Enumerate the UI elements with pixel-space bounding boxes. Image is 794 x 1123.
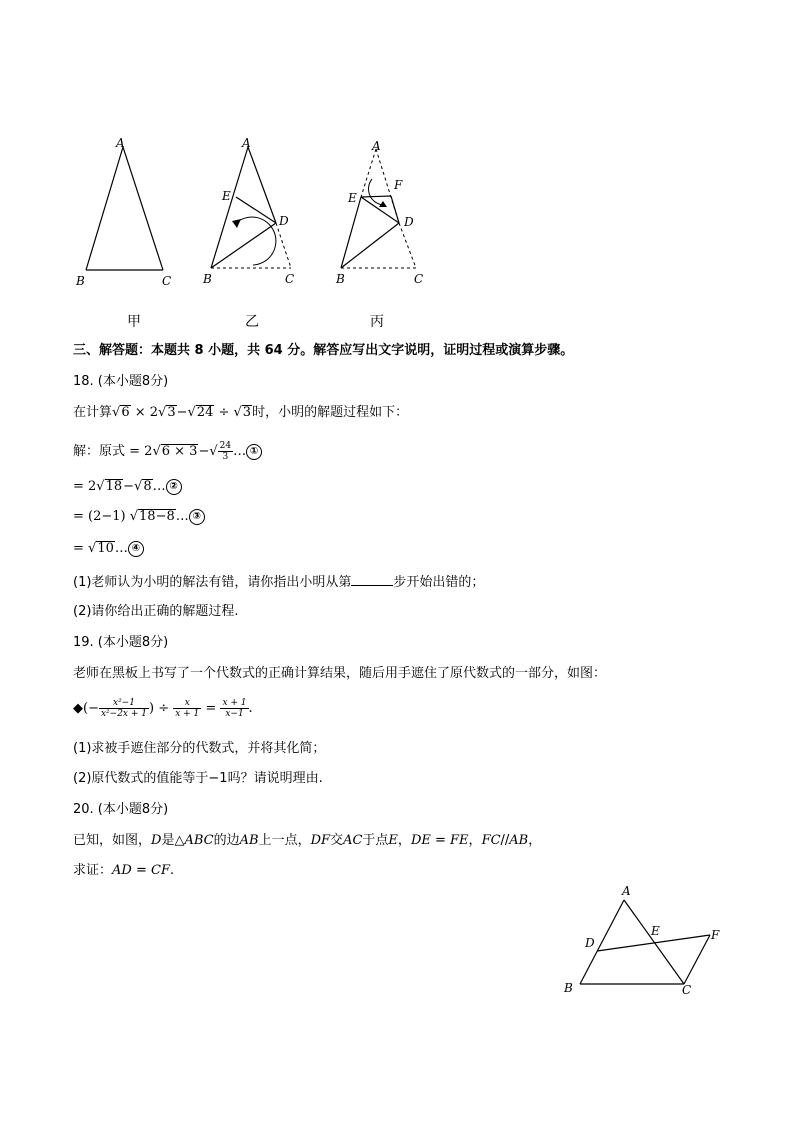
answer-blank[interactable]: [351, 573, 393, 586]
q19-title: 19. (本小题8分): [73, 635, 169, 650]
q18-part2: (2)请你给出正确的解题过程.: [73, 604, 239, 619]
vertex-label-b: B: [76, 274, 85, 288]
q18-step4: = √10… ④: [73, 540, 144, 558]
vertex-label-e: E: [348, 191, 357, 205]
vertex-label-a: A: [622, 884, 631, 898]
vertex-label-a: A: [242, 136, 251, 150]
vertex-label-e: E: [222, 189, 231, 203]
hidden-part-icon: ◆: [73, 701, 83, 716]
q20-prove: 求证：AD = CF.: [73, 863, 175, 878]
vertex-label-c: C: [414, 272, 424, 286]
q20-title: 20. (本小题8分): [73, 802, 169, 817]
q18-step1: 解：原式 = 2√6 × 3−√ $\frac{24}{3}$ … ①: [73, 441, 262, 462]
q18-title: 18. (本小题8分): [73, 374, 169, 389]
vertex-label-b: B: [336, 272, 345, 286]
figure-bing: [330, 135, 450, 295]
vertex-label-d: D: [404, 215, 414, 229]
vertex-label-c: C: [682, 983, 692, 997]
vertex-label-a: A: [372, 139, 381, 153]
q19-part1: (1)求被手遮住部分的代数式，并将其化简；: [73, 741, 326, 756]
vertex-label-d: D: [585, 936, 595, 950]
caption-bing: 丙: [370, 314, 384, 330]
vertex-label-a: A: [116, 136, 125, 150]
figure-yi: [195, 135, 315, 295]
q20-given: 已知，如图，D是△ABC的边AB上一点，DF交AC于点E，DE = FE，FC//AB，: [73, 833, 542, 848]
q18-intro: 在计算√6 × 2√3−√24 ÷ √3时，小明的解题过程如下：: [73, 405, 409, 420]
caption-jia: 甲: [127, 314, 141, 330]
vertex-label-b: B: [564, 981, 573, 995]
vertex-label-d: D: [279, 214, 289, 228]
vertex-label-e: E: [651, 924, 660, 938]
q18-step2: = 2√18−√8… ②: [73, 478, 182, 496]
q18-step3: = (2−1) √18−8… ③: [73, 508, 205, 526]
vertex-label-f: F: [711, 928, 720, 942]
caption-yi: 乙: [245, 314, 259, 330]
q19-intro: 老师在黑板上书写了一个代数式的正确计算结果，随后用手遮住了原代数式的一部分，如图：: [73, 666, 607, 681]
q19-expression: ◆(− $\frac{\text{x²−1}}{\text{x²−2x + 1}}$ ) ÷ $\frac{x}{x + 1}$ = $\frac{x + 1}{x-1}$ .: [73, 698, 253, 719]
q18-part1: (1)老师认为小明的解法有错，请你指出小明从第 步开始出错的；: [73, 575, 485, 590]
figure-jia: [70, 135, 190, 295]
vertex-label-c: C: [162, 274, 172, 288]
vertex-label-c: C: [285, 272, 295, 286]
section-heading: 三、解答题：本题共 8 小题，共 64 分。解答应写出文字说明，证明过程或演算步骤。: [73, 343, 574, 358]
q19-part2: (2)原代数式的值能等于−1吗？请说明理由.: [73, 771, 323, 786]
vertex-label-b: B: [203, 272, 212, 286]
q20-figure: [560, 880, 730, 1005]
vertex-label-f: F: [394, 178, 403, 192]
